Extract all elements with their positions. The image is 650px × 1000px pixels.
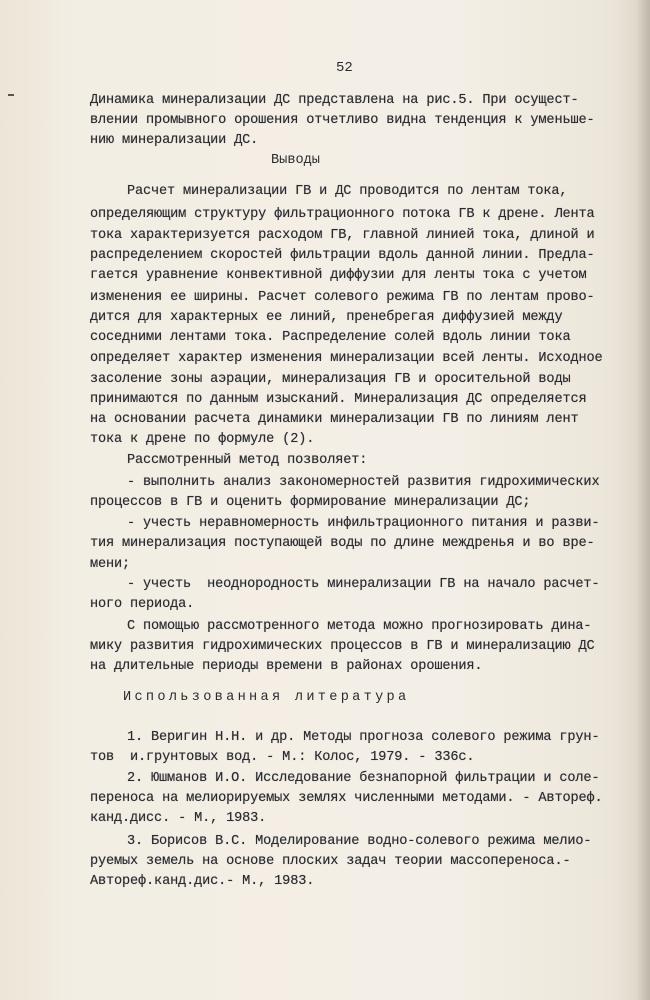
text-line: тия минерализация поступающей воды по длине междренья и во вре- — [90, 536, 595, 551]
list-item: - учесть неравномерность инфильтрационного питания и разви- — [127, 516, 600, 531]
text-line: тока характеризуется расходом ГВ, главной линией тока, длиной и — [90, 228, 595, 243]
text-line: Расчет минерализации ГВ и ДС проводится по лентам тока, — [127, 184, 568, 199]
text-line: тока к дрене по формуле (2). — [90, 432, 315, 447]
text-line: руемых земель на основе плоских задач теории массопереноса.- — [90, 854, 571, 869]
text-line: соседними лентами тока. Распределение солей вдоль линии тока — [90, 330, 571, 345]
text-line: С помощью рассмотренного метода можно прогнозировать дина- — [127, 619, 592, 634]
text-line: распределением скоростей фильтрации вдоль данной линии. Предла- — [90, 248, 595, 263]
text-line: канд.дисс. - М., 1983. — [90, 811, 267, 826]
reference-item: 2. Юшманов И.О. Исследование безнапорной фильтрации и соле- — [127, 771, 600, 786]
list-item: - выполнить анализ закономерностей развития гидрохимических — [127, 475, 600, 490]
text-line: гается уравнение конвективной диффузии для ленты тока с учетом — [90, 268, 587, 283]
text-line: определяющим структуру фильтрационного потока ГВ к дрене. Лента — [90, 207, 595, 222]
text-line: нию минерализации ДС. — [90, 133, 259, 148]
text-line: засоление зоны аэрации, минерализация ГВ и оросительной воды — [90, 372, 571, 387]
reference-item: 1. Веригин Н.Н. и др. Методы прогноза солевого режима грун- — [127, 730, 600, 745]
text-line: определяет характер изменения минерализации всей ленты. Исходное — [90, 351, 603, 366]
text-line: влении промывного орошения отчетливо видна тенденция к уменьше- — [90, 113, 595, 128]
text-line: Динамика минерализации ДС представлена на рис.5. При осущест- — [90, 93, 579, 108]
text-line: принимаются по данным изысканий. Минерализация ДС определяется — [90, 392, 587, 407]
text-line: Автореф.канд.дис.- М., 1983. — [90, 874, 315, 889]
reference-item: 3. Борисов В.С. Моделирование водно-солевого режима мелио- — [127, 834, 592, 849]
text-line: Рассмотренный метод позволяет: — [127, 453, 368, 468]
text-line: переноса на мелиорируемых землях численными методами. - Автореф. — [90, 791, 603, 806]
text-line: на длительные периоды времени в районах орошения. — [90, 659, 483, 674]
text-line: на основании расчета динамики минерализации ГВ по линиям лент — [90, 412, 579, 427]
conclusions-heading: Выводы — [271, 153, 320, 168]
page-number: 52 — [336, 60, 353, 76]
text-line: тов и.грунтовых вод. - М.: Колос, 1979. - 336с. — [90, 750, 475, 765]
literature-heading: Использованная литература — [123, 690, 410, 705]
scan-speck — [8, 94, 14, 96]
text-line: дится для характерных ее линий, пренебрегая диффузией между — [90, 310, 563, 325]
text-line: мику развития гидрохимических процессов в ГВ и минерализацию ДС — [90, 639, 595, 654]
text-line: изменения ее ширины. Расчет солевого режима ГВ по лентам прово- — [90, 290, 595, 305]
text-line: процессов в ГВ и оценить формирование минерализации ДС; — [90, 495, 531, 510]
text-line: мени; — [90, 557, 131, 572]
text-line: ного периода. — [90, 597, 195, 612]
page-edge-shadow — [636, 0, 650, 1000]
list-item: - учесть неоднородность минерализации ГВ на начало расчет- — [127, 577, 600, 592]
